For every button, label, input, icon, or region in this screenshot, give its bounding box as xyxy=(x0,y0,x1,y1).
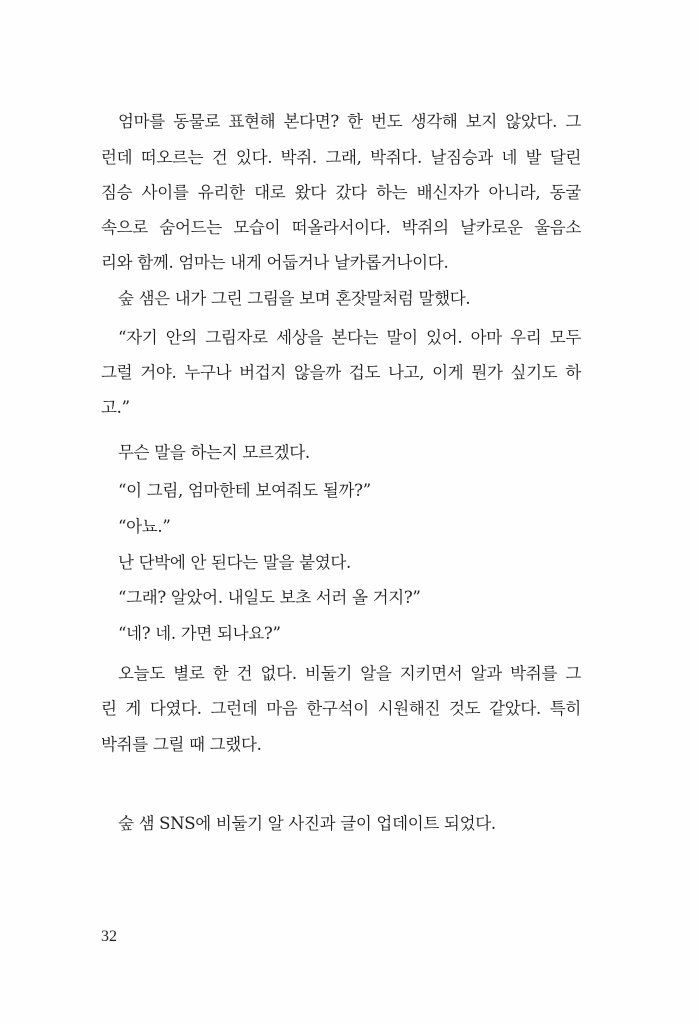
paragraph-line: 짐승 사이를 유리한 대로 왔다 갔다 하는 배신자가 아니라, 동굴 xyxy=(101,183,581,202)
paragraph-line: 속으로 숨어드는 모습이 떠올라서이다. 박쥐의 날카로운 울음소 xyxy=(101,218,581,237)
page-number: 32 xyxy=(101,928,117,945)
paragraph-line: 박쥐를 그릴 때 그랬다. xyxy=(101,735,262,754)
paragraph-line: 오늘도 별로 한 건 없다. 비둘기 알을 지키면서 알과 박쥐를 그 xyxy=(118,664,581,683)
paragraph-line: 난 단박에 안 된다는 말을 붙였다. xyxy=(118,553,351,572)
dialogue-line: 그럴 거야. 누구나 버겁지 않을까 겁도 나고, 이게 뭔가 싶기도 하 xyxy=(101,363,581,382)
paragraph-line: 런데 떠오르는 건 있다. 박쥐. 그래, 박쥐다. 날짐승과 네 발 달린 xyxy=(101,148,581,167)
dialogue-line: “네? 네. 가면 되나요?” xyxy=(118,624,281,643)
paragraph-line: 리와 함께. 엄마는 내게 어둡거나 날카롭거나이다. xyxy=(101,253,449,272)
paragraph-line: 린 게 다였다. 그런데 마음 한구석이 시원해진 것도 같았다. 특히 xyxy=(101,699,581,718)
paragraph-line: 무슨 말을 하는지 모르겠다. xyxy=(118,443,310,462)
paragraph-line: 숲 샘은 내가 그린 그림을 보며 혼잣말처럼 말했다. xyxy=(118,289,471,308)
dialogue-line: “그래? 알았어. 내일도 보초 서러 올 거지?” xyxy=(118,588,421,607)
dialogue-line: “이 그림, 엄마한테 보여줘도 될까?” xyxy=(118,481,371,500)
paragraph-line: 엄마를 동물로 표현해 본다면? 한 번도 생각해 보지 않았다. 그 xyxy=(118,112,581,131)
paragraph-line: 숲 샘 SNS에 비둘기 알 사진과 글이 업데이트 되었다. xyxy=(118,814,496,833)
dialogue-line: “아뇨.” xyxy=(118,517,171,536)
dialogue-line: 고.” xyxy=(101,398,130,417)
dialogue-line: “자기 안의 그림자로 세상을 본다는 말이 있어. 아마 우리 모두 xyxy=(118,328,581,347)
